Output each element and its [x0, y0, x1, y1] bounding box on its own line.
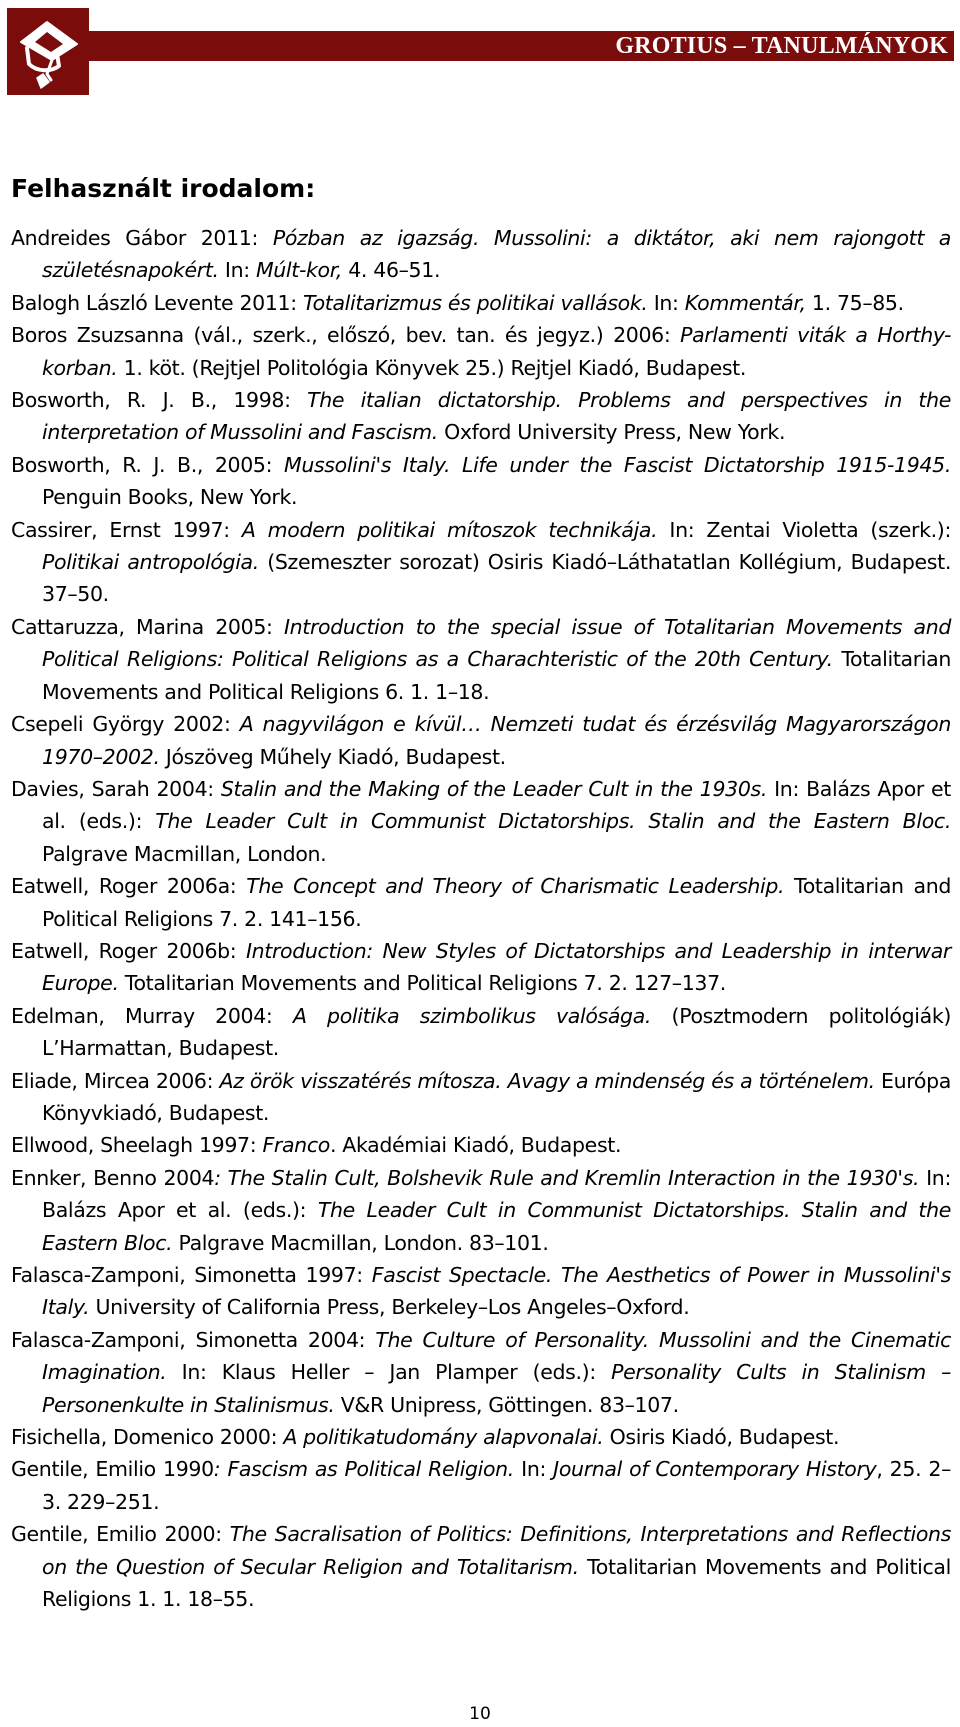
entry-text: Eatwell, Roger 2006b: — [11, 938, 246, 963]
bibliography-entry — [11, 1162, 951, 1259]
entry-text: In: — [218, 258, 256, 283]
entry-text: In: Balázs Apor et al. (eds.): — [42, 1165, 952, 1223]
header-bar — [88, 31, 954, 61]
entry-text: Bosworth, R. J. B., 1998: — [11, 388, 308, 413]
entry-text: , 25. 2–3. 229–251. — [42, 1457, 951, 1514]
entry-title-italic: The Culture of Personality. Mussolini and the Cinematic Imagination. — [42, 1327, 952, 1385]
entry-text: Edelman, Murray 2004: — [11, 1003, 293, 1028]
entry-text: Bosworth, R. J. B., 2005: — [11, 452, 284, 477]
entry-title-italic: The Leader Cult in Communist Dictatorships. Stalin and the Eastern Bloc. — [42, 1198, 951, 1255]
entry-text: Palgrave Macmillan, London. 83–101. — [172, 1230, 549, 1255]
entry-text: Balogh László Levente 2011: — [11, 290, 303, 315]
entry-text: University of California Press, Berkeley–Los Angeles–Oxford. — [89, 1295, 690, 1320]
entry-text: Falasca-Zamponi, Simonetta 2004: — [11, 1327, 376, 1352]
bibliography-entry — [11, 222, 951, 287]
bibliography-entry — [11, 1421, 951, 1453]
entry-title-italic: Stalin and the Making of the Leader Cult in the 1930s. — [220, 776, 768, 801]
entry-text: Eliade, Mircea 2006: — [11, 1068, 220, 1093]
entry-text: Ennker, Benno 2004 — [11, 1165, 215, 1190]
entry-title-italic: A modern politikai mítoszok technikája. — [241, 517, 658, 542]
entry-title-italic: The Leader Cult in Communist Dictatorships. Stalin and the Eastern Bloc. — [155, 809, 951, 834]
entry-title-italic: The italian dictatorship. Problems and perspectives in the interpretation of Mussolini and Fascism. — [42, 388, 951, 445]
entry-title-italic: : The Stalin Cult, Bolshevik Rule and Kremlin Interaction in the 1930's. — [214, 1165, 920, 1190]
entry-text: (Szemeszter sorozat) Osiris Kiadó–Láthatatlan Kollégium, Budapest. 37–50. — [42, 550, 951, 607]
entry-text: Osiris Kiadó, Budapest. — [603, 1425, 840, 1450]
entry-text: V&R Unipress, Göttingen. 83–107. — [334, 1392, 679, 1417]
entry-title-italic: Politikai antropológia. — [42, 550, 259, 575]
entry-text: Jószöveg Műhely Kiadó, Budapest. — [159, 744, 506, 769]
bibliography-entry — [11, 611, 951, 708]
bibliography-entry — [11, 1000, 951, 1065]
entry-title-italic: Franco — [262, 1133, 330, 1158]
bibliography-entry — [11, 708, 951, 773]
entry-title-italic: Kommentár, — [684, 290, 806, 315]
bibliography-entry — [11, 870, 951, 935]
entry-title-italic: Fascist Spectacle. The Aesthetics of Power in Mussolini's Italy. — [42, 1263, 951, 1320]
entry-text: 1. 75–85. — [805, 290, 904, 315]
entry-text: In: Balázs Apor et al. (eds.): — [42, 776, 951, 834]
bibliography-entry — [11, 384, 951, 449]
entry-title-italic: A nagyvilágon e kívül… Nemzeti tudat és érzésvilág Magyarországon 1970–2002. — [42, 712, 952, 769]
entry-text: Boros Zsuzsanna (vál., szerk., előszó, bev. tan. és jegyz.) 2006: — [11, 323, 681, 348]
entry-text: Falasca-Zamponi, Simonetta 1997: — [11, 1263, 372, 1287]
entry-text: Totalitarian Movements and Political Religions 6. 1. 1–18. — [42, 647, 951, 704]
section-title: Felhasznált irodalom: — [11, 174, 316, 203]
entry-text: In: Zentai Violetta (szerk.): — [657, 517, 952, 542]
page-number: 10 — [469, 1704, 491, 1724]
entry-text: (Posztmodern politológiák) L’Harmattan, Budapest. — [42, 1003, 951, 1061]
entry-text: In: Klaus Heller – Jan Plamper (eds.): — [166, 1360, 612, 1385]
entry-text: 1. köt. (Rejtjel Politológia Könyvek 25.) Rejtjel Kiadó, Budapest. — [117, 355, 747, 380]
entry-text: Európa Könyvkiadó, Budapest. — [42, 1068, 951, 1125]
bibliography-entry — [11, 1259, 951, 1324]
bibliography-entry — [11, 514, 951, 611]
entry-title-italic: Totalitarizmus és politikai vallások. — [302, 290, 648, 315]
entry-text: Fisichella, Domenico 2000: — [11, 1425, 284, 1450]
bibliography-entry — [11, 773, 951, 870]
entry-text: Cassirer, Ernst 1997: — [11, 517, 242, 542]
entry-text: Csepeli György 2002: — [11, 712, 240, 737]
entry-text: Gentile, Emilio 2000: — [11, 1522, 230, 1547]
entry-text: Penguin Books, New York. — [42, 485, 298, 510]
entry-title-italic: Mussolini's Italy. Life under the Fascist Dictatorship 1915-1945. — [283, 452, 951, 477]
entry-text: Eatwell, Roger 2006a: — [11, 874, 247, 899]
entry-text: Palgrave Macmillan, London. — [42, 841, 327, 866]
entry-text: Totalitarian Movements and Political Religions 1. 1. 18–55. — [42, 1554, 951, 1612]
entry-title-italic: Introduction: New Styles of Dictatorships and Leadership in interwar Europe. — [42, 938, 951, 996]
entry-text: In: — [513, 1457, 554, 1482]
entry-title-italic: : Fascism as Political Religion. — [213, 1457, 514, 1482]
entry-title-italic: Parlamenti viták a Horthy-korban. — [42, 323, 951, 380]
bibliography-entry — [11, 287, 951, 319]
bibliography-entry — [11, 449, 951, 514]
bibliography-entry — [11, 1129, 951, 1161]
bibliography-entry — [11, 1065, 951, 1130]
entry-text: Oxford University Press, New York. — [437, 420, 786, 445]
bibliography-entry — [11, 1518, 951, 1615]
entry-title-italic: Múlt-kor, — [255, 258, 343, 283]
entry-text: Ellwood, Sheelagh 1997: — [11, 1133, 263, 1158]
entry-text: Totalitarian and Political Religions 7. 2. 141–156. — [42, 874, 952, 931]
entry-title-italic: A politikatudomány alapvonalai. — [283, 1425, 604, 1450]
entry-text: 4. 46–51. — [342, 258, 441, 283]
entry-text: Gentile, Emilio 1990 — [11, 1457, 214, 1482]
entry-title-italic: Journal of Contemporary History — [553, 1457, 877, 1482]
entry-title-italic: Pózban az igazság. Mussolini: a diktátor, aki nem rajongott a születésnapokért. — [42, 226, 952, 283]
entry-text: Andreides Gábor 2011: — [11, 226, 273, 250]
mortarboard-logo-icon — [7, 8, 89, 95]
entry-text: Totalitarian Movements and Political Religions 7. 2. 127–137. — [118, 971, 726, 996]
entry-title-italic: Introduction to the special issue of Totalitarian Movements and Political Religions: Political Religions as a Charachteristic of the 20th Century. — [42, 614, 951, 672]
entry-title-italic: A politika szimbolikus valósága. — [292, 1003, 652, 1028]
entry-title-italic: Personality Cults in Stalinism – Personenkulte in Stalinismus. — [42, 1360, 951, 1417]
bibliography-entry — [11, 1324, 951, 1421]
entry-text: Davies, Sarah 2004: — [11, 776, 221, 801]
entry-text: In: — [647, 290, 685, 315]
entry-title-italic: The Concept and Theory of Charismatic Leadership. — [246, 874, 785, 899]
entry-title-italic: The Sacralisation of Politics: Definitions, Interpretations and Reflections on the Question of Secular Religion and Totalitarism. — [42, 1522, 951, 1579]
bibliography-entry — [11, 1453, 951, 1518]
header-title: GROTIUS – TANULMÁNYOK — [615, 33, 948, 59]
entry-title-italic: Az örök visszatérés mítosza. Avagy a mindenség és a történelem. — [219, 1068, 875, 1093]
bibliography-list — [11, 222, 951, 1615]
entry-text: Cattaruzza, Marina 2005: — [11, 614, 284, 639]
entry-text: . Akadémiai Kiadó, Budapest. — [329, 1133, 622, 1158]
bibliography-entry — [11, 935, 951, 1000]
bibliography-entry — [11, 319, 951, 384]
